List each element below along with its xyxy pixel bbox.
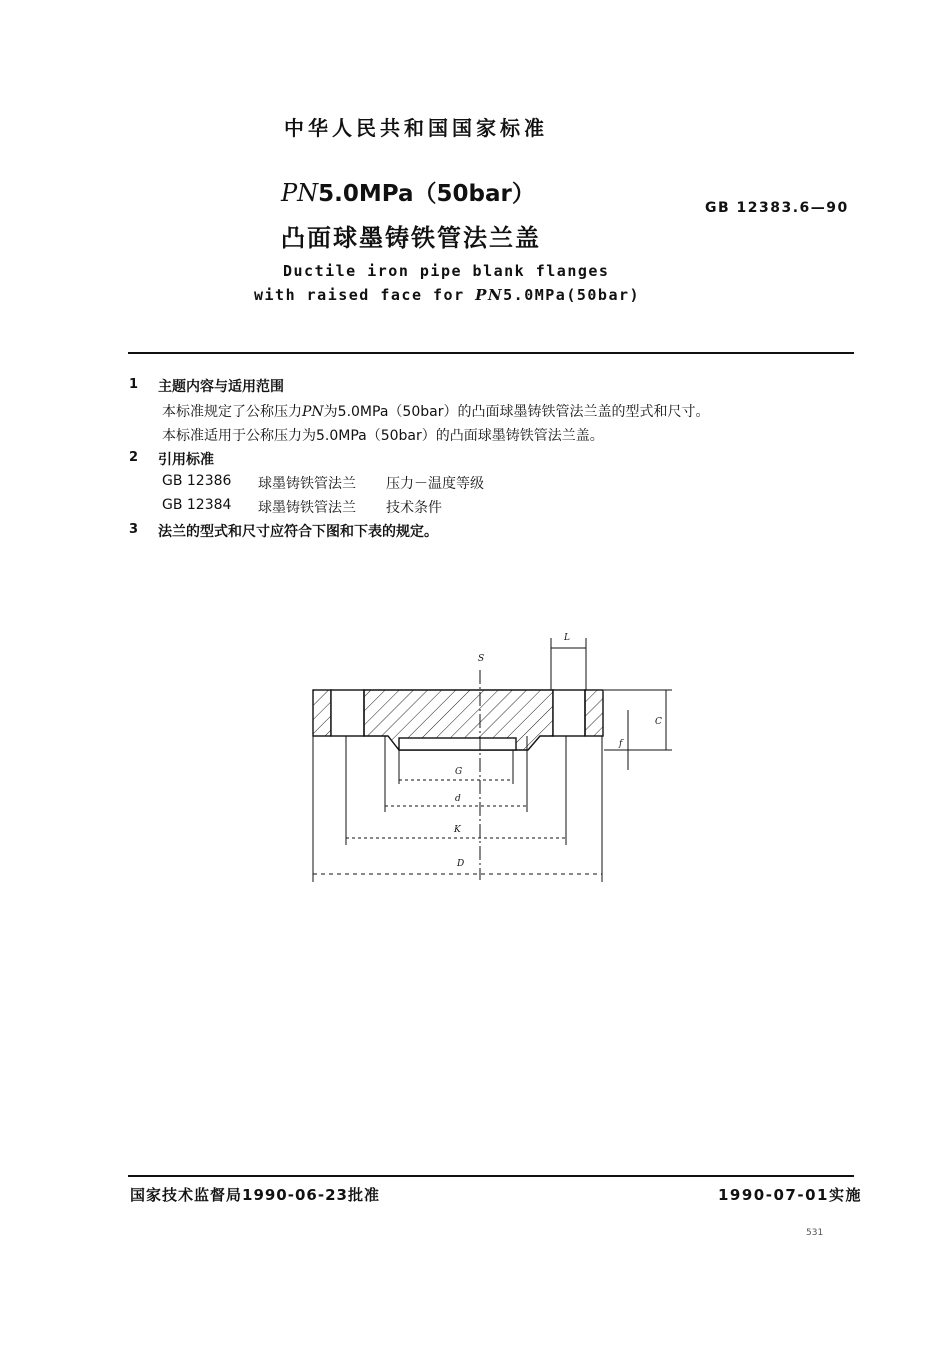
approval-date: 国家技术监督局1990-06-23批准 xyxy=(130,1186,380,1204)
s1-p1-pre: 本标准规定了公称压力 xyxy=(162,404,302,420)
s1-p1-pn: PN xyxy=(302,404,324,420)
english-title-prefix: with raised face for xyxy=(254,286,465,304)
s1-p1-post: 为5.0MPa（50bar）的凸面球墨铸铁管法兰盖的型式和尺寸。 xyxy=(323,404,710,420)
footer-rule xyxy=(128,1175,854,1177)
reference-title: 球墨铸铁管法兰 xyxy=(258,476,356,492)
label-k: K xyxy=(454,825,461,835)
reference-title: 球墨铸铁管法兰 xyxy=(258,500,356,516)
section-1-paragraph-2: 本标准适用于公称压力为5.0MPa（50bar）的凸面球墨铸铁管法兰盖。 xyxy=(162,428,604,444)
english-title-pressure: 5.0MPa(50bar) xyxy=(503,286,641,304)
reference-subtitle: 压力－温度等级 xyxy=(386,476,484,492)
title-chinese: 凸面球墨铸铁管法兰盖 xyxy=(281,224,541,252)
section-3-heading: 法兰的型式和尺寸应符合下图和下表的规定。 xyxy=(158,524,438,540)
title-pn-symbol: PN xyxy=(281,179,319,207)
label-s: S xyxy=(478,654,485,664)
flange-right-rim xyxy=(585,690,603,736)
section-2-heading: 引用标准 xyxy=(158,452,214,468)
section-3-number: 3 xyxy=(129,522,139,537)
reference-code: GB 12386 xyxy=(162,473,232,489)
label-g: G xyxy=(455,767,463,777)
label-d-small: d xyxy=(455,794,461,804)
label-c: C xyxy=(655,717,662,727)
effective-date: 1990-07-01实施 xyxy=(718,1186,862,1204)
issuing-authority: 中华人民共和国国家标准 xyxy=(284,116,548,140)
reference-code: GB 12384 xyxy=(162,497,232,513)
english-title-line1: Ductile iron pipe blank flanges xyxy=(283,262,610,280)
reference-subtitle: 技术条件 xyxy=(386,500,442,516)
right-bolt-hole xyxy=(553,690,585,736)
label-d-large: D xyxy=(457,859,465,869)
dimension-labels xyxy=(453,633,662,869)
flange-left-rim xyxy=(313,690,331,736)
section-2-number: 2 xyxy=(129,450,139,465)
standard-number: GB 12383.6—90 xyxy=(705,200,849,216)
raised-face xyxy=(399,738,516,750)
section-1-number: 1 xyxy=(129,377,139,392)
english-title-pn: PN xyxy=(475,286,504,304)
title-pressure-value: 5.0MPa（50bar） xyxy=(318,181,535,207)
page-number: 531 xyxy=(806,1228,824,1238)
section-1-heading: 主题内容与适用范围 xyxy=(158,379,284,395)
label-l: L xyxy=(564,633,570,643)
left-bolt-hole xyxy=(331,690,364,736)
label-f: f xyxy=(619,739,623,749)
